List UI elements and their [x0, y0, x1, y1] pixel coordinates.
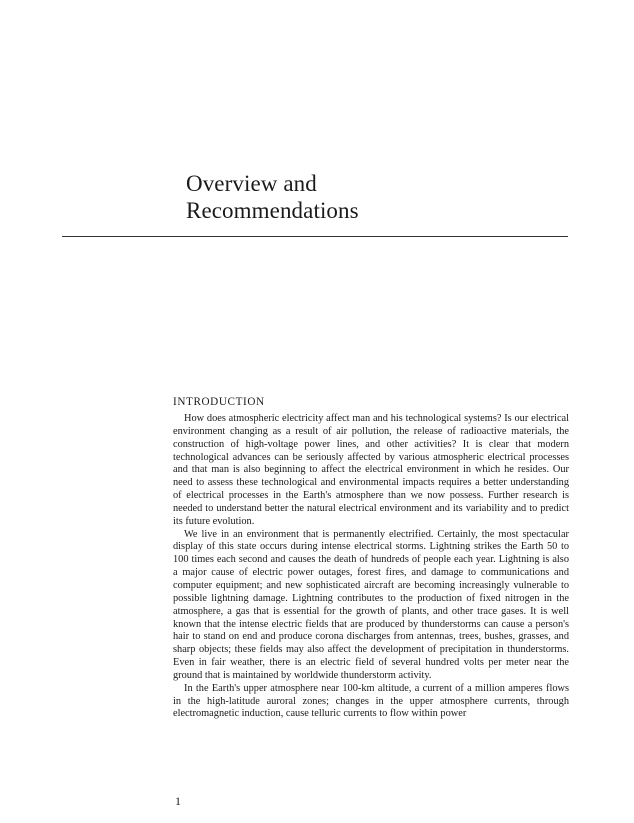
paragraph: We live in an environment that is permanently electrified. Certainly, the most spectacular display of this state occurs during intense electrical storms. Lightning strikes the Earth 50 to 100 times each second and causes the death of hundreds of people each year. Lightning is also a major cause of electric power outages, forest fires, and damage to communications and computer equipment; and new sophisticated aircraft are becoming increasingly vulnerable to possible lightning damage. Lightning contributes to the production of fixed nitrogen in the atmosphere, a gas that is essential for the growth of plants, and other trace gases. It is well known that the intense electric fields that are produced by thunderstorms can cause a person's hair to stand on end and produce corona discharges from antennas, trees, bushes, grasses, and sharp objects; these fields may also affect the development of precipitation in thunderstorms. Even in fair weather, there is an electric field of several hundred volts per meter near the ground that is maintained by worldwide thunderstorm activity. [173, 528, 569, 681]
page-number: 1 [175, 794, 181, 808]
body-text [173, 413, 569, 721]
chapter-title-line-2: Recommendations [186, 198, 359, 223]
chapter-title-line-1: Overview and [186, 171, 317, 196]
chapter-title [186, 170, 359, 224]
paragraph: How does atmospheric electricity affect man and his technological systems? Is our electrical environment changing as a result of air pollution, the release of radioactive materials, the construction of high-voltage power lines, and other activities? It is clear that modern technological advances can be seriously affected by various atmospheric electrical processes and that man is also beginning to affect the electrical environment in which he resides. Our need to assess these technological and environmental impacts requires a better understanding of electrical processes in the Earth's atmosphere than we now possess. Further research is needed to understand better the natural electrical environment and its variability and to predict its future evolution. [173, 413, 569, 527]
paragraph: In the Earth's upper atmosphere near 100-km altitude, a current of a million amperes flows in the high-latitude auroral zones; changes in the upper atmosphere currents, through electromagnetic induction, cause telluric currents to flow within power [173, 682, 569, 720]
title-rule [62, 236, 568, 237]
section-heading: INTRODUCTION [173, 396, 265, 408]
